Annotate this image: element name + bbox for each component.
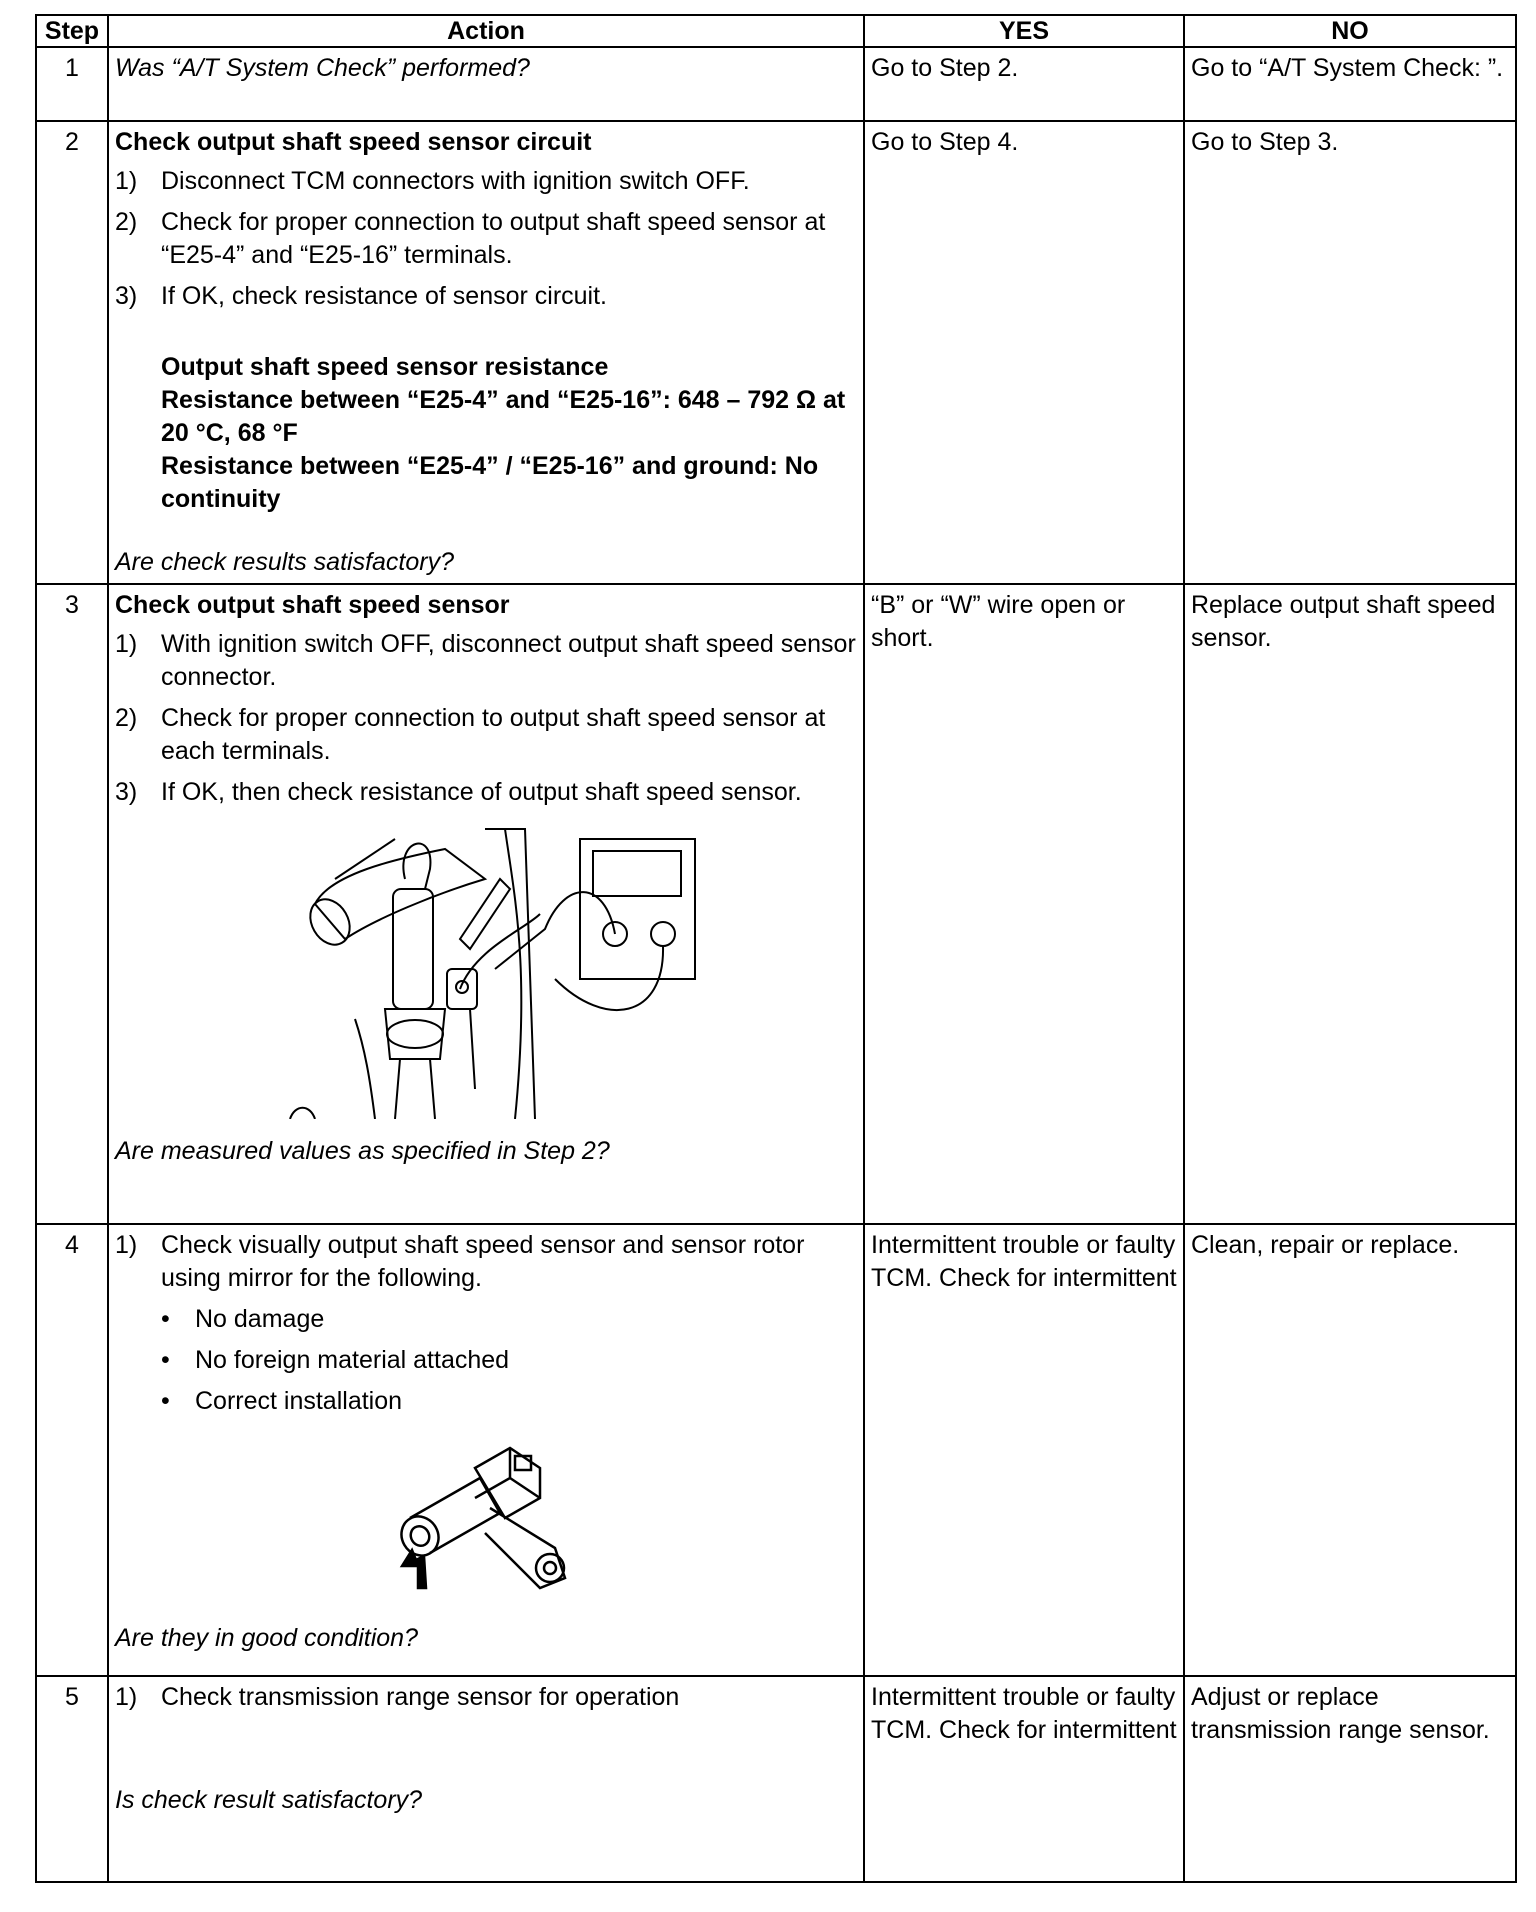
question-text: Is check result satisfactory? (115, 1786, 423, 1814)
question-text: Are check results satisfactory? (115, 548, 455, 576)
action-cell (108, 1676, 864, 1882)
spec-line: Output shaft speed sensor resistance (161, 353, 609, 381)
no-cell: Go to Step 3. (1184, 121, 1516, 584)
question-text: Was “A/T System Check” performed? (115, 54, 530, 82)
list-item (115, 165, 857, 198)
item-number: 1) (115, 167, 138, 195)
header-action: Action (108, 15, 864, 47)
item-number: 1) (115, 1231, 138, 1259)
yes-cell: Go to Step 4. (864, 121, 1184, 584)
diagnostic-table-container (35, 14, 1517, 1883)
item-number: 1) (115, 630, 138, 658)
step-title: Check output shaft speed sensor circuit (115, 128, 592, 156)
item-text: If OK, check resistance of sensor circuit. (161, 282, 607, 310)
bullet-item (161, 1385, 857, 1418)
question-text: Are they in good condition? (115, 1624, 418, 1652)
list-item (115, 1229, 857, 1295)
bullet-item (161, 1303, 857, 1336)
bullet-text: No foreign material attached (195, 1346, 510, 1374)
step-number: 3 (36, 584, 108, 1224)
speed-sensor-illustration (390, 1438, 590, 1598)
bullet-item (161, 1344, 857, 1377)
table-row (36, 584, 1516, 1224)
item-text: With ignition switch OFF, disconnect output shaft speed sensor connector. (161, 630, 856, 691)
yes-cell: Intermittent trouble or faulty TCM. Check for intermittent (864, 1224, 1184, 1676)
item-number: 3) (115, 282, 138, 310)
yes-cell: Intermittent trouble or faulty TCM. Check for intermittent (864, 1676, 1184, 1882)
bullet-icon: • (161, 1305, 170, 1333)
list-item (115, 206, 857, 272)
list-item (115, 280, 857, 313)
step-number: 4 (36, 1224, 108, 1676)
step-number: 1 (36, 47, 108, 121)
multimeter-test-illustration (275, 819, 715, 1119)
item-text: Check visually output shaft speed sensor and sensor rotor using mirror for the following. (161, 1231, 805, 1292)
action-cell (108, 1224, 864, 1676)
yes-cell: “B” or “W” wire open or short. (864, 584, 1184, 1224)
yes-cell: Go to Step 2. (864, 47, 1184, 121)
item-number: 2) (115, 704, 138, 732)
action-cell (108, 121, 864, 584)
spec-line: Resistance between “E25-4” / “E25-16” and ground: No continuity (161, 452, 819, 513)
item-number: 1) (115, 1683, 138, 1711)
no-cell: Adjust or replace transmission range sensor. (1184, 1676, 1516, 1882)
table-row (36, 1676, 1516, 1882)
table-row (36, 121, 1516, 584)
question-text: Are measured values as specified in Step 2? (115, 1137, 610, 1165)
no-cell: Replace output shaft speed sensor. (1184, 584, 1516, 1224)
list-item (115, 776, 857, 809)
item-text: Check for proper connection to output shaft speed sensor at “E25-4” and “E25-16” terminals. (161, 208, 826, 269)
action-cell (108, 47, 864, 121)
bullet-icon: • (161, 1346, 170, 1374)
step-title: Check output shaft speed sensor (115, 591, 510, 619)
no-cell: Go to “A/T System Check: ”. (1184, 47, 1516, 121)
no-cell: Clean, repair or replace. (1184, 1224, 1516, 1676)
table-row (36, 47, 1516, 121)
item-text: Check for proper connection to output shaft speed sensor at each terminals. (161, 704, 826, 765)
item-text: If OK, then check resistance of output shaft speed sensor. (161, 778, 802, 806)
resistance-spec (161, 351, 857, 516)
bullet-text: Correct installation (195, 1387, 403, 1415)
bullet-text: No damage (195, 1305, 325, 1333)
action-cell (108, 584, 864, 1224)
header-no: NO (1184, 15, 1516, 47)
item-number: 2) (115, 208, 138, 236)
item-text: Disconnect TCM connectors with ignition switch OFF. (161, 167, 750, 195)
item-text: Check transmission range sensor for operation (161, 1683, 680, 1711)
list-item (115, 1681, 857, 1714)
header-yes: YES (864, 15, 1184, 47)
header-step: Step (36, 15, 108, 47)
step-number: 2 (36, 121, 108, 584)
step-number: 5 (36, 1676, 108, 1882)
diagnostic-table (35, 14, 1517, 1883)
bullet-icon: • (161, 1387, 170, 1415)
table-row (36, 1224, 1516, 1676)
item-number: 3) (115, 778, 138, 806)
header-row (36, 15, 1516, 47)
list-item (115, 628, 857, 694)
list-item (115, 702, 857, 768)
spec-line: Resistance between “E25-4” and “E25-16”: 648 – 792 Ω at 20 °C, 68 °F (161, 386, 846, 447)
